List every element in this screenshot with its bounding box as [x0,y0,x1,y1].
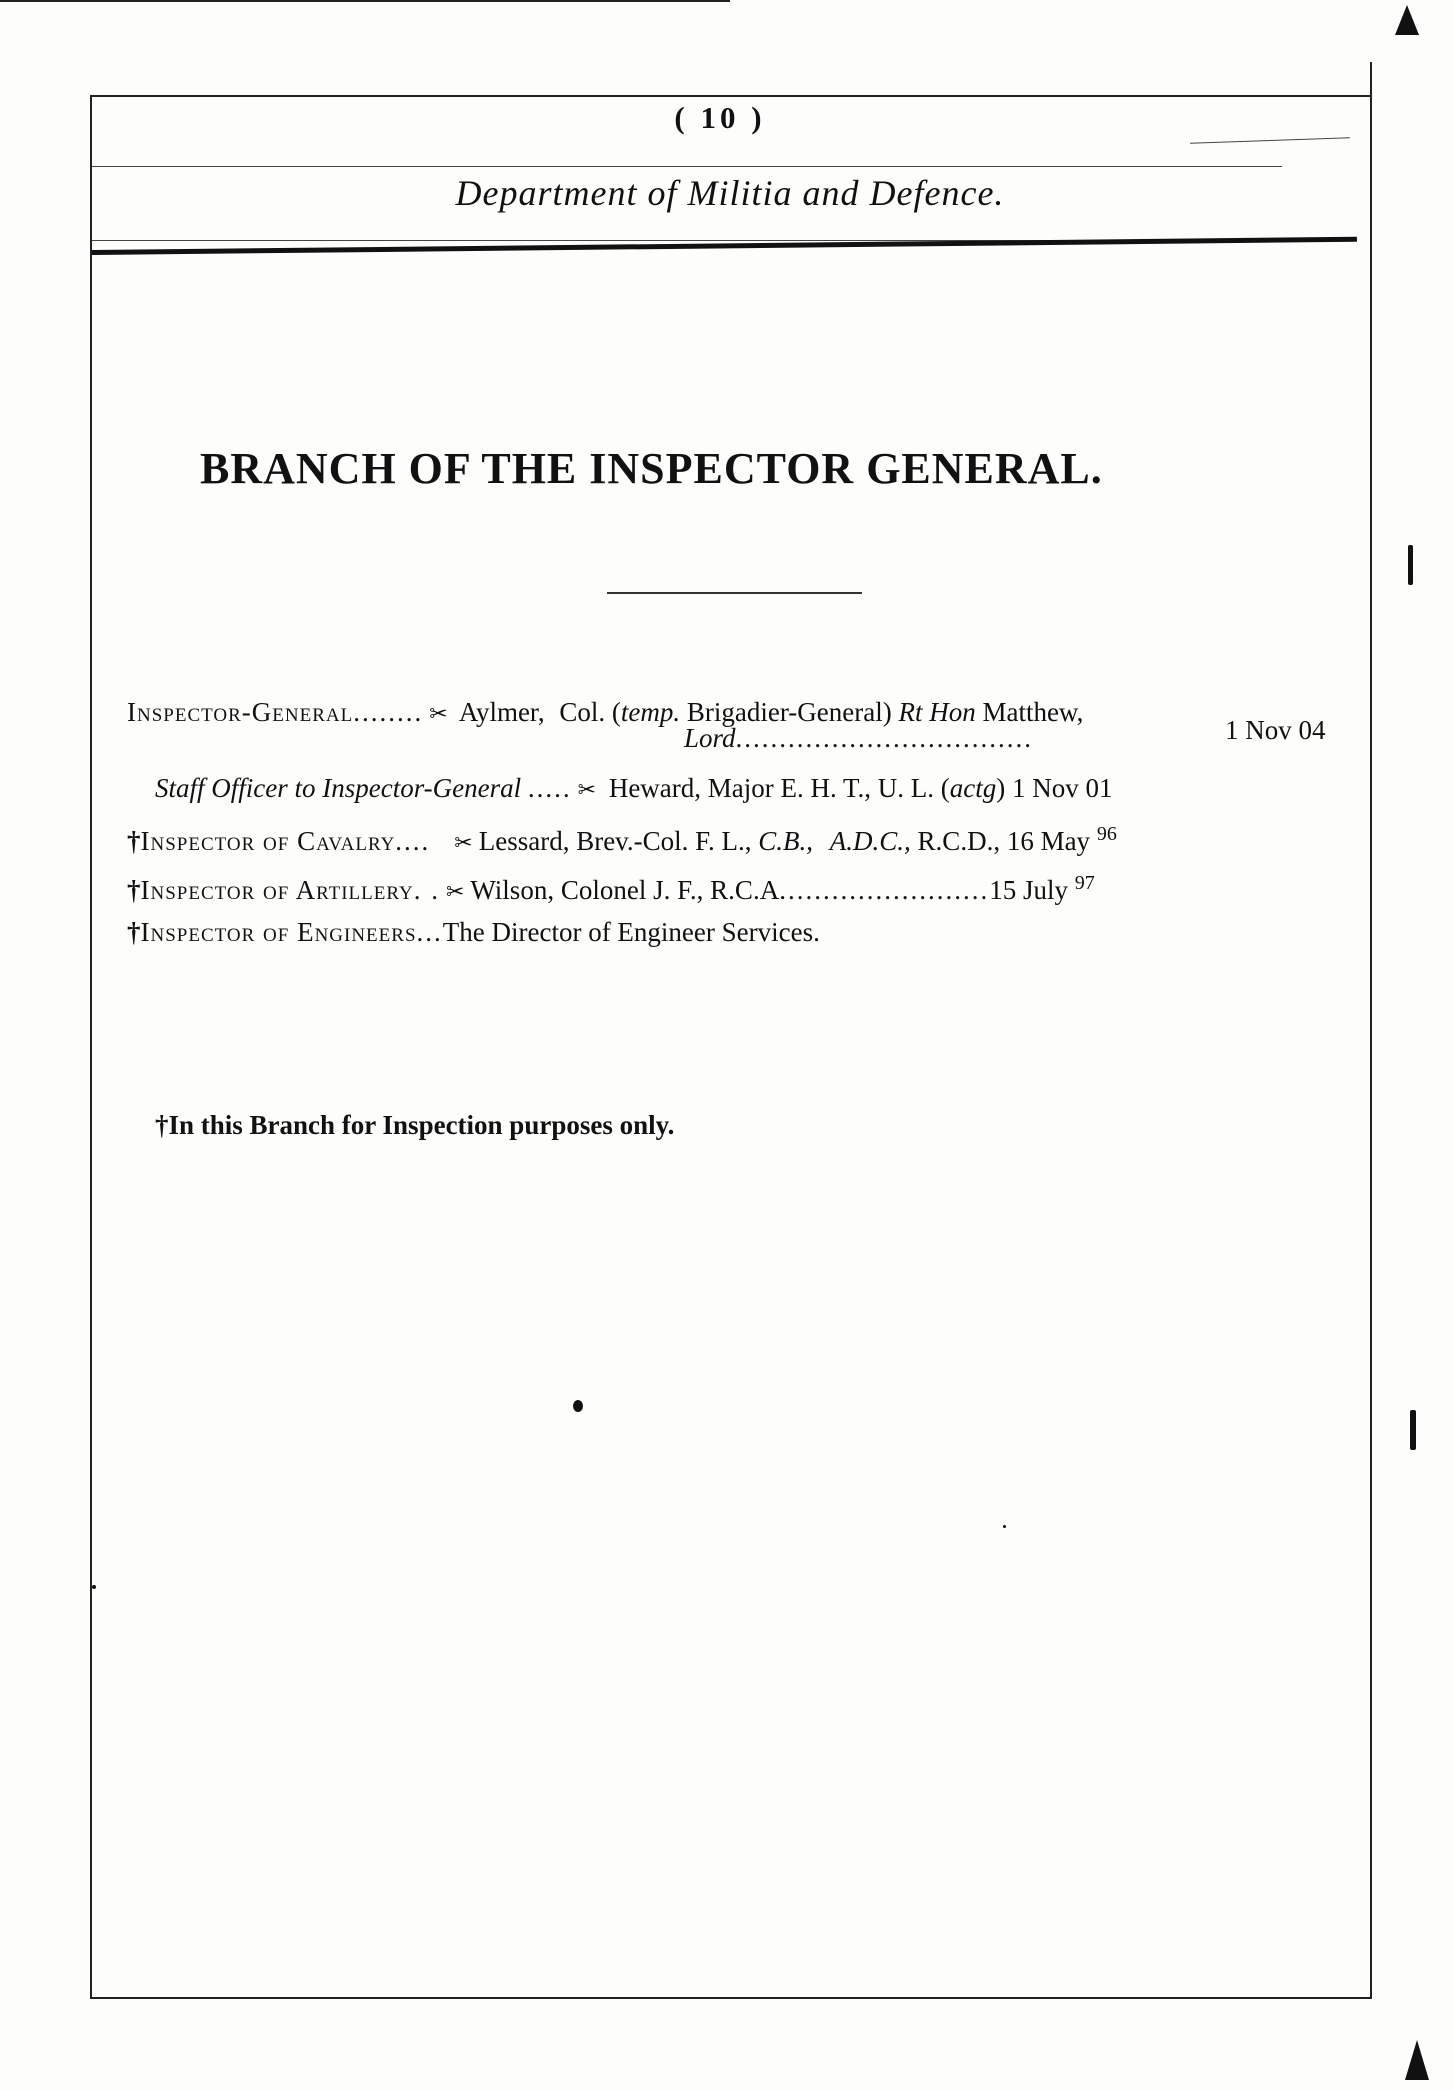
crossed-swords-icon: ✂ [445,879,465,904]
forename: Matthew, [975,697,1084,727]
unit-and-date: R.C.D., 16 May [910,826,1091,856]
officer-name: Wilson, Colonel J. F., R.C.A [470,875,780,905]
officer-name: Heward, Major E. H. T., U. L. ( [608,773,950,803]
dagger-mark: † [127,875,141,905]
office-label: Inspector of Engineers [140,917,417,947]
department-title: Department of Militia and Defence. [455,173,1005,213]
header-rule-top [92,166,1282,167]
office-label: Inspector of Cavalry [140,826,396,856]
entry-inspector-cavalry [127,823,1117,857]
honorific: Rt Hon [898,697,976,727]
dagger-mark: † [127,917,141,947]
office-label: Inspector of Artillery [140,875,414,905]
entry-inspector-engineers [127,917,820,948]
dot-leader: . . [413,875,440,905]
year: 97 [1074,872,1095,894]
lord-title: Lord [684,723,736,753]
crossed-swords-icon: ✂ [454,830,473,855]
officer-name: Lessard, Brev.-Col. F. L., [478,826,759,856]
ink-speck [92,1585,96,1589]
binding-mark [1408,545,1413,585]
entry-staff-officer [155,773,1113,804]
acting-label: actg [949,773,997,803]
dot-leader: .................................. [735,723,1034,753]
office-label: Staff Officer to Inspector-General [155,773,522,803]
page-frame-right [1370,62,1372,1997]
rank-detail: Brigadier-General) [680,697,899,727]
entry-inspector-general-line2 [684,723,1033,754]
dot-leader: ........ [353,697,424,727]
crossed-swords-icon: ✂ [577,777,597,802]
page-number: ( 10 ) [674,100,766,135]
branch-title: BRANCH OF THE INSPECTOR GENERAL. [200,444,1103,493]
temp-label: temp. [620,697,681,727]
dot-leader: ........................ [779,875,990,905]
page-frame [90,95,1372,1999]
dagger-mark: † [127,826,141,856]
honour-cb: C.B., [758,826,814,856]
close-paren: ) [996,773,1006,803]
footnote: †In this Branch for Inspection purposes only. [155,1110,675,1140]
appointment-date: 1 Nov 04 [1225,715,1326,745]
dot-leader: .... [395,826,431,856]
binding-mark [1395,5,1419,35]
dot-leader: ... [416,917,443,947]
surname: Aylmer, [458,697,545,727]
rank: Col. ( [559,697,621,727]
honour-adc: A.D.C., [829,826,911,856]
top-edge-rule [0,0,730,2]
ink-speck [573,1400,583,1412]
dot-leader: ..... [527,773,572,803]
binding-mark [1410,1410,1416,1450]
officer-name: The Director of Engineer Services. [442,917,820,947]
ink-speck [1003,1525,1006,1528]
year: 96 [1096,823,1117,845]
crossed-swords-icon: ✂ [429,701,448,726]
binding-mark [1405,2040,1429,2080]
title-rule [607,592,862,594]
appointment-date: 15 July [989,875,1068,905]
office-label: Inspector-General [127,697,354,727]
entry-inspector-artillery [127,872,1095,906]
appointment-date: 1 Nov 01 [1012,773,1113,803]
